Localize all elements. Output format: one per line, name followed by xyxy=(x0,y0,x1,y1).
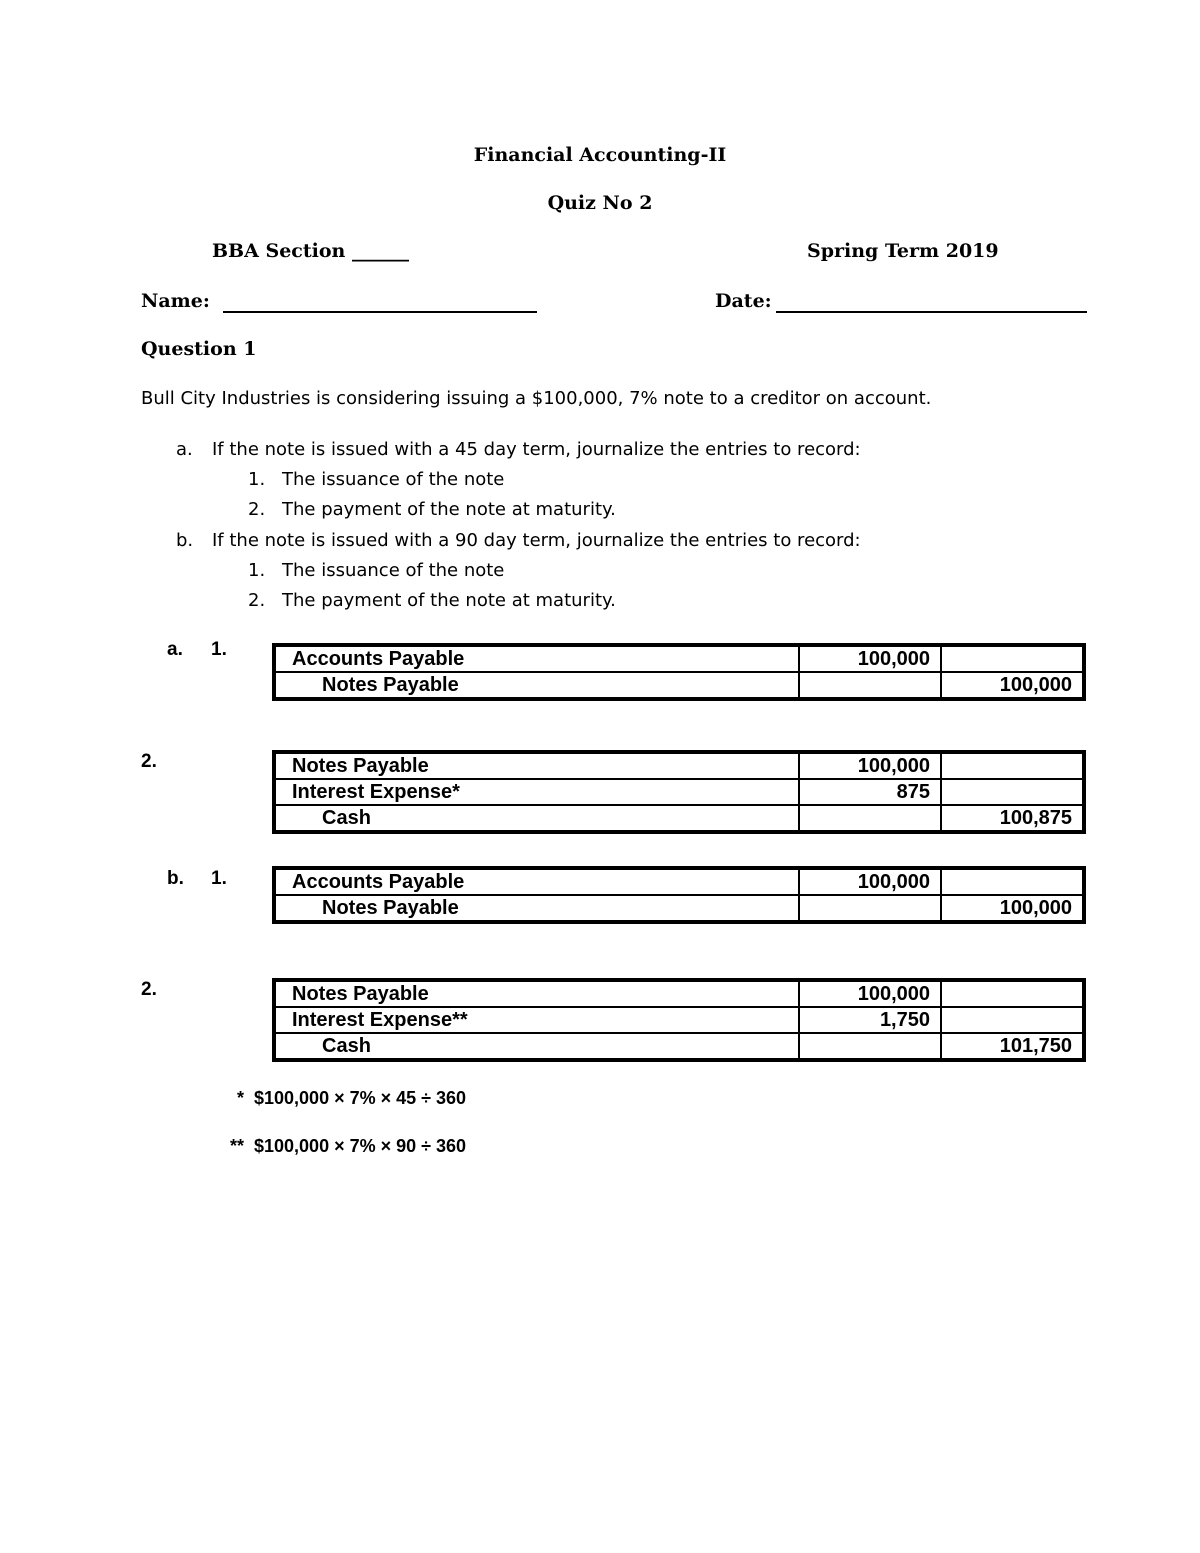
part-a-marker: a. xyxy=(176,439,193,460)
name-blank-line[interactable] xyxy=(223,311,537,313)
debit-cell xyxy=(799,672,941,699)
credit-cell xyxy=(941,752,1084,779)
credit-cell xyxy=(941,868,1084,895)
section-label: BBA Section ______ xyxy=(212,240,409,262)
journal-row xyxy=(274,980,1084,1007)
footnote-1-mark: * xyxy=(236,1088,244,1108)
account-cell: Notes Payable xyxy=(274,672,799,699)
part-b-text: If the note is issued with a 90 day term, journalize the entries to record: xyxy=(212,530,861,551)
debit-cell: 100,000 xyxy=(799,645,941,672)
question-title: Question 1 xyxy=(141,338,257,360)
journal-row xyxy=(274,1007,1084,1033)
journal-entry-b2 xyxy=(272,978,1086,1062)
account-cell: Cash xyxy=(274,1033,799,1060)
journal-entry-a1 xyxy=(272,643,1086,701)
footnote-1-text: $100,000 × 7% × 45 ÷ 360 xyxy=(254,1088,467,1108)
debit-cell: 875 xyxy=(799,779,941,805)
debit-cell: 1,750 xyxy=(799,1007,941,1033)
journal-entry-b1 xyxy=(272,866,1086,924)
part-b-item1-text: The issuance of the note xyxy=(282,560,505,581)
journal-row xyxy=(274,805,1084,832)
answer-b2-item-label: 2. xyxy=(141,979,157,1000)
footnote-2-mark: ** xyxy=(229,1136,244,1156)
credit-cell xyxy=(941,645,1084,672)
answer-b1-item-label: 1. xyxy=(211,868,227,889)
date-label: Date: xyxy=(715,290,772,312)
journal-row xyxy=(274,752,1084,779)
account-cell: Notes Payable xyxy=(274,752,799,779)
name-label: Name: xyxy=(141,290,210,312)
credit-cell: 100,000 xyxy=(941,895,1084,922)
part-a-item2-marker: 2. xyxy=(248,499,266,520)
account-cell: Notes Payable xyxy=(274,980,799,1007)
account-cell: Accounts Payable xyxy=(274,868,799,895)
debit-cell: 100,000 xyxy=(799,868,941,895)
journal-entry-a2 xyxy=(272,750,1086,834)
account-cell: Cash xyxy=(274,805,799,832)
credit-cell: 100,875 xyxy=(941,805,1084,832)
debit-cell xyxy=(799,805,941,832)
credit-cell xyxy=(941,980,1084,1007)
part-b-marker: b. xyxy=(176,530,194,551)
debit-cell: 100,000 xyxy=(799,980,941,1007)
account-cell: Interest Expense* xyxy=(274,779,799,805)
answer-a1-item-label: 1. xyxy=(211,639,227,660)
term-label: Spring Term 2019 xyxy=(807,240,999,262)
debit-cell: 100,000 xyxy=(799,752,941,779)
journal-row xyxy=(274,1033,1084,1060)
part-a-item2-text: The payment of the note at maturity. xyxy=(282,499,616,520)
account-cell: Interest Expense** xyxy=(274,1007,799,1033)
account-cell: Accounts Payable xyxy=(274,645,799,672)
answer-a2-item-label: 2. xyxy=(141,751,157,772)
part-b-item1-marker: 1. xyxy=(248,560,266,581)
journal-row xyxy=(274,645,1084,672)
part-b-item2-marker: 2. xyxy=(248,590,266,611)
credit-cell xyxy=(941,779,1084,805)
quiz-title: Quiz No 2 xyxy=(547,192,653,214)
part-b-item2-text: The payment of the note at maturity. xyxy=(282,590,616,611)
journal-row xyxy=(274,779,1084,805)
journal-row xyxy=(274,672,1084,699)
journal-row xyxy=(274,868,1084,895)
answer-b-part-label: b. xyxy=(167,868,184,889)
date-blank-line[interactable] xyxy=(776,311,1087,313)
question-prompt: Bull City Industries is considering issuing a $100,000, 7% note to a creditor on account. xyxy=(141,388,932,409)
debit-cell xyxy=(799,895,941,922)
debit-cell xyxy=(799,1033,941,1060)
account-cell: Notes Payable xyxy=(274,895,799,922)
answer-a-part-label: a. xyxy=(167,639,183,660)
credit-cell: 101,750 xyxy=(941,1033,1084,1060)
journal-row xyxy=(274,895,1084,922)
part-a-text: If the note is issued with a 45 day term, journalize the entries to record: xyxy=(212,439,861,460)
course-title: Financial Accounting-II xyxy=(473,144,727,166)
credit-cell xyxy=(941,1007,1084,1033)
credit-cell: 100,000 xyxy=(941,672,1084,699)
footnote-2-text: $100,000 × 7% × 90 ÷ 360 xyxy=(254,1136,467,1156)
part-a-item1-marker: 1. xyxy=(248,469,266,490)
part-a-item1-text: The issuance of the note xyxy=(282,469,505,490)
